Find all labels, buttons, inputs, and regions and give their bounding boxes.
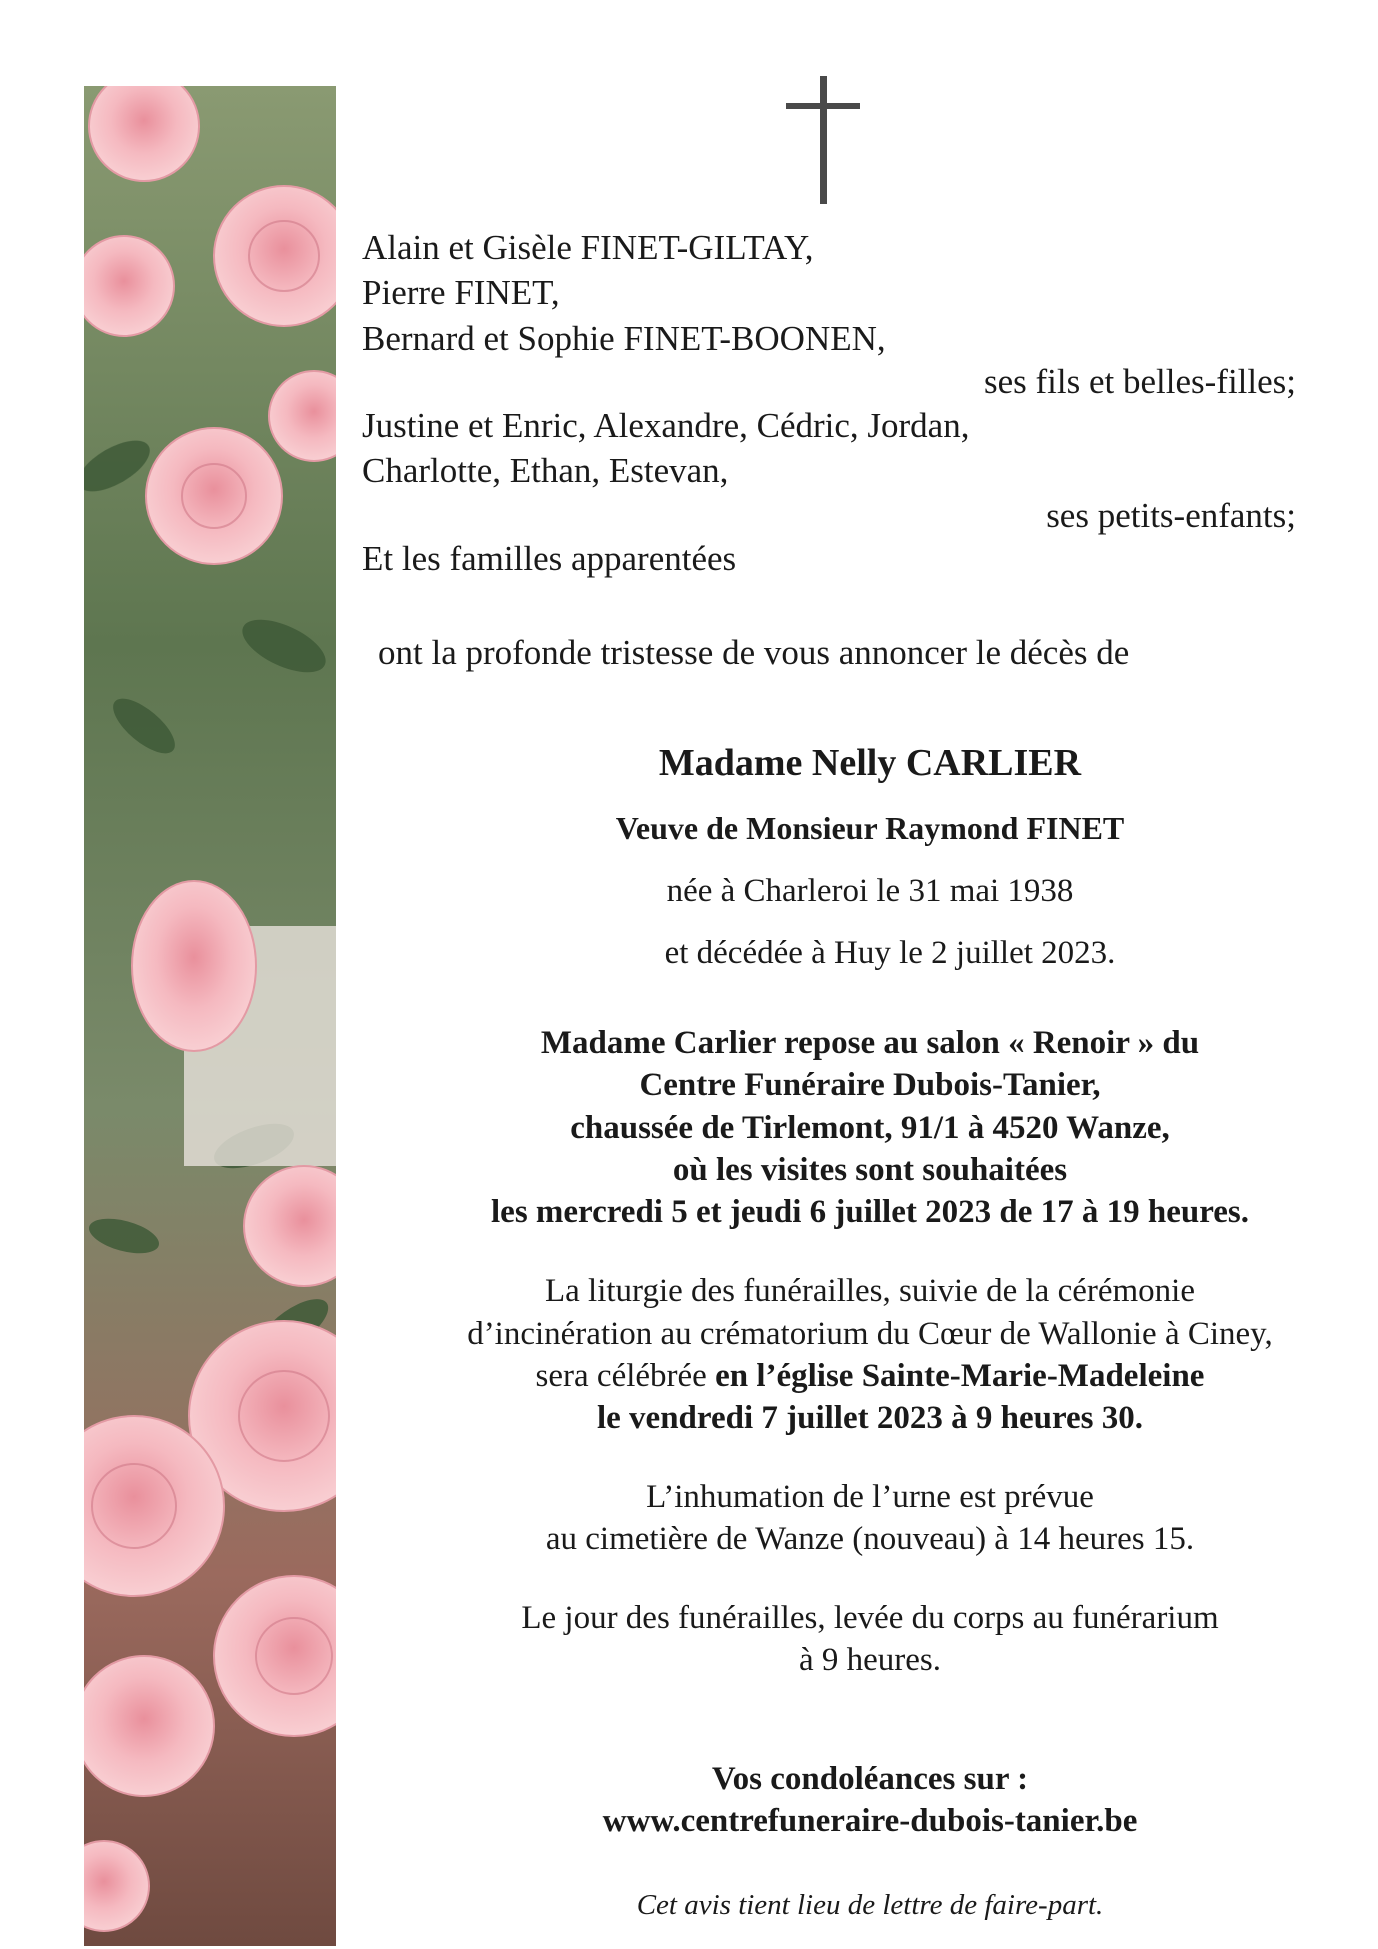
family-line-6: Et les familles apparentées <box>362 539 737 578</box>
liturgy-church: en l’église Sainte-Marie-Madeleine <box>715 1358 1205 1394</box>
footer-note: Cet avis tient lieu de lettre de faire-part. <box>636 1889 1104 1921</box>
departure-line-2: à 9 heures. <box>798 1642 942 1678</box>
deceased-name: Madame Nelly CARLIER <box>658 742 1082 784</box>
visitation-line-1: Madame Carlier repose au salon « Renoir » du <box>540 1025 1200 1061</box>
liturgy-line-4: le vendredi 7 juillet 2023 à 9 heures 30. <box>596 1400 1143 1436</box>
liturgy-line-3 <box>420 1355 1320 1397</box>
family-relation-2: ses petits-enfants; <box>1046 496 1296 535</box>
announcement: ont la profonde tristesse de vous annoncer le décès de <box>378 633 1130 672</box>
family-relation-1: ses fils et belles-filles; <box>983 362 1296 401</box>
visitation-line-5: les mercredi 5 et jeudi 6 juillet 2023 de 17 à 19 heures. <box>491 1194 1249 1230</box>
condolences-label: Vos condoléances sur : <box>711 1761 1029 1797</box>
family-line-3: Bernard et Sophie FINET-BOONEN, <box>362 319 886 358</box>
visitation-line-2: Centre Funéraire Dubois-Tanier, <box>639 1067 1101 1103</box>
family-line-1: Alain et Gisèle FINET-GILTAY, <box>362 228 814 267</box>
departure-line-1: Le jour des funérailles, levée du corps au funérarium <box>521 1600 1219 1636</box>
visitation-line-3: chaussée de Tirlemont, 91/1 à 4520 Wanze, <box>570 1110 1170 1146</box>
widow-of: Veuve de Monsieur Raymond FINET <box>615 810 1125 846</box>
family-line-4: Justine et Enric, Alexandre, Cédric, Jordan, <box>362 406 970 445</box>
liturgy-line-1: La liturgie des funérailles, suivie de la cérémonie <box>545 1273 1195 1309</box>
family-line-5: Charlotte, Ethan, Estevan, <box>362 451 729 490</box>
death-info: et décédée à Huy le 2 juillet 2023. <box>664 935 1116 971</box>
liturgy-line-2: d’incinération au crématorium du Cœur de Wallonie à Ciney, <box>467 1316 1273 1352</box>
condolences-url[interactable]: www.centrefuneraire-dubois-tanier.be <box>602 1803 1138 1839</box>
visitation-line-4: où les visites sont souhaitées <box>672 1152 1068 1188</box>
birth-info: née à Charleroi le 31 mai 1938 <box>666 873 1074 909</box>
family-line-2: Pierre FINET, <box>362 273 560 312</box>
inhumation-line-2: au cimetière de Wanze (nouveau) à 14 heures 15. <box>545 1521 1195 1557</box>
liturgy-line-3-prefix: sera célébrée <box>535 1358 716 1394</box>
inhumation-line-1: L’inhumation de l’urne est prévue <box>646 1479 1094 1515</box>
